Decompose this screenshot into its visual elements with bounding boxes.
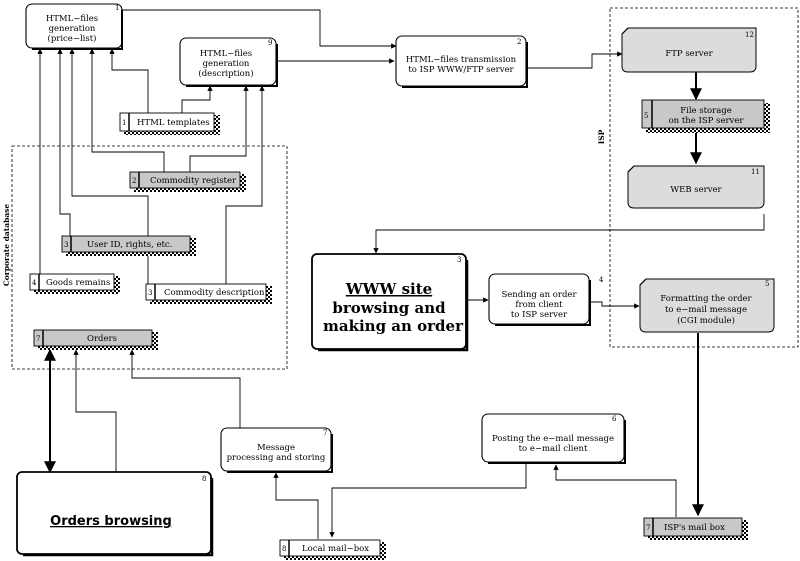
process-html-transfer-number: 2 bbox=[517, 38, 522, 46]
isp-label: ISP bbox=[597, 129, 606, 145]
process-html-price-line-3: (price−list) bbox=[47, 34, 97, 44]
process-html-desc-number: 9 bbox=[268, 39, 273, 47]
process-html-desc bbox=[180, 38, 277, 86]
store-commodity-description-label: Commodity description bbox=[164, 288, 265, 298]
edge-mailbox-to-post bbox=[556, 465, 676, 517]
process-web-server-label: WEB server bbox=[670, 185, 722, 195]
process-format-order bbox=[640, 279, 774, 332]
edge-transfer-to-ftp bbox=[526, 54, 622, 68]
process-html-transfer-line-2: to ISP WWW/FTP server bbox=[408, 65, 514, 75]
process-www-site bbox=[312, 254, 467, 350]
process-ftp-server-number: 12 bbox=[745, 31, 754, 39]
corporate-database-label: Corporate database bbox=[2, 203, 11, 287]
process-post-email-line-1: Posting the e−mail message bbox=[491, 434, 615, 444]
process-html-price-line-1: HTML−files bbox=[45, 14, 99, 24]
store-user-id-number: 3 bbox=[64, 241, 69, 249]
process-html-price-line-2: generation bbox=[48, 24, 96, 34]
store-file-storage-line-1: File storage bbox=[680, 106, 732, 116]
process-ftp-server bbox=[622, 28, 756, 72]
store-local-mail-box-label: Local mail−box bbox=[302, 544, 370, 554]
process-html-price bbox=[26, 4, 122, 49]
process-msg-processing bbox=[221, 428, 332, 472]
process-msg-processing-number: 7 bbox=[323, 429, 328, 437]
process-orders-browsing-label: Orders browsing bbox=[50, 514, 172, 529]
edge-templates-to-price bbox=[112, 49, 148, 113]
store-isp-mail-box-label: ISP's mail box bbox=[664, 523, 725, 533]
edge-web-to-www bbox=[376, 214, 764, 253]
process-send-order-number: 4 bbox=[599, 276, 604, 284]
edge-userid-to-price bbox=[60, 49, 70, 236]
process-www-site-line-3: making an order bbox=[323, 317, 463, 335]
process-format-order-number: 5 bbox=[765, 280, 770, 288]
store-user-id-label: User ID, rights, etc. bbox=[87, 240, 173, 250]
store-goods-remains bbox=[30, 274, 120, 294]
process-send-order-line-1: Sending an order bbox=[501, 290, 577, 300]
process-orders-browsing bbox=[17, 472, 212, 555]
store-orders bbox=[34, 330, 158, 350]
edge-templates-to-desc bbox=[182, 86, 210, 113]
process-web-server bbox=[628, 166, 764, 208]
process-msg-processing-line-2: processing and storing bbox=[226, 453, 326, 463]
store-isp-mail-box bbox=[644, 518, 748, 540]
store-goods-remains-label: Goods remains bbox=[46, 278, 111, 288]
edge-msgproc-to-orders bbox=[132, 350, 240, 428]
store-isp-mail-box-number: 7 bbox=[646, 524, 651, 532]
process-msg-processing-line-1: Message bbox=[257, 443, 295, 453]
process-send-order-line-2: from client bbox=[515, 300, 563, 310]
edge-send-to-format bbox=[589, 302, 639, 306]
process-format-order-line-2: to e−mail message bbox=[664, 305, 748, 315]
store-commodity-register-number: 2 bbox=[132, 177, 137, 185]
store-orders-label: Orders bbox=[87, 334, 117, 344]
store-html-templates bbox=[120, 113, 220, 135]
store-user-id bbox=[62, 236, 196, 256]
process-post-email bbox=[482, 414, 625, 463]
process-send-order bbox=[489, 274, 604, 325]
process-html-price-number: 1 bbox=[115, 4, 120, 12]
edge-local-to-msgproc bbox=[276, 473, 318, 539]
process-ftp-server-label: FTP server bbox=[665, 49, 713, 59]
process-www-site-line-1: WWW site bbox=[345, 280, 433, 298]
process-orders-browsing-number: 8 bbox=[202, 475, 207, 483]
store-commodity-register bbox=[130, 172, 246, 192]
process-html-desc-line-1: HTML−files bbox=[199, 49, 253, 59]
store-local-mail-box bbox=[280, 540, 386, 560]
store-commodity-register-label: Commodity register bbox=[150, 176, 237, 186]
store-file-storage bbox=[642, 100, 770, 133]
store-file-storage-number: 5 bbox=[644, 112, 649, 120]
process-format-order-line-3: (CGI module) bbox=[677, 316, 735, 326]
process-html-transfer-line-1: HTML−files transmission bbox=[405, 55, 517, 65]
edge-creg-to-price bbox=[92, 49, 164, 172]
process-www-site-line-2: browsing and bbox=[332, 299, 446, 317]
process-html-transfer bbox=[396, 36, 527, 87]
process-www-site-number: 3 bbox=[457, 256, 462, 264]
edge-browsing-to-orders bbox=[76, 350, 116, 472]
store-file-storage-line-2: on the ISP server bbox=[668, 116, 744, 126]
edge-post-to-local bbox=[332, 463, 526, 537]
process-html-desc-line-2: generation bbox=[202, 59, 250, 69]
store-goods-remains-number: 4 bbox=[32, 279, 37, 287]
process-post-email-line-2: to e−mail client bbox=[518, 444, 588, 454]
process-web-server-number: 11 bbox=[751, 168, 760, 176]
store-local-mail-box-number: 8 bbox=[282, 545, 287, 553]
process-format-order-line-1: Formatting the order bbox=[660, 294, 752, 304]
process-html-desc-line-3: (description) bbox=[198, 69, 254, 79]
store-orders-number: 7 bbox=[36, 335, 41, 343]
store-html-templates-label: HTML templates bbox=[137, 118, 210, 128]
process-post-email-number: 6 bbox=[612, 415, 617, 423]
store-commodity-description-number: 3 bbox=[148, 289, 153, 297]
store-html-templates-number: 1 bbox=[122, 119, 127, 127]
process-send-order-line-3: to ISP server bbox=[510, 310, 568, 320]
store-commodity-description bbox=[146, 284, 272, 304]
